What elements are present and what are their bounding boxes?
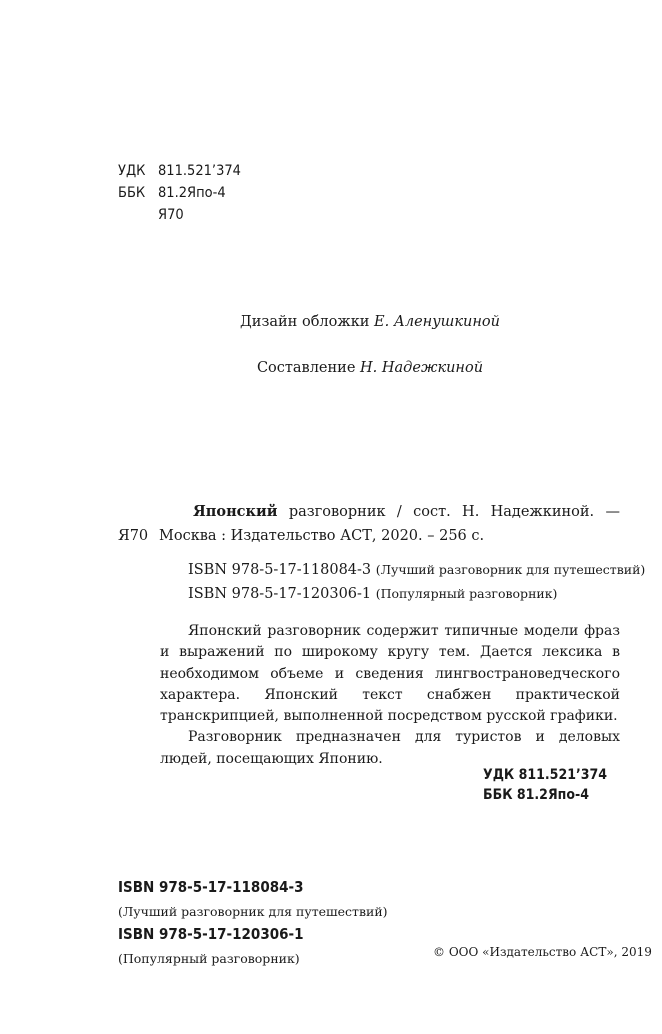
footer-isbn-number: ISBN 978-5-17-118084-3 — [118, 878, 304, 896]
compiler-name: Н. Надежкиной — [360, 360, 484, 376]
cover-designer-name: Е. Аленушкиной — [374, 314, 500, 330]
isbn-list — [188, 558, 645, 606]
record-imprint-line — [118, 524, 620, 548]
bbk-label: ББК — [118, 185, 146, 201]
cover-design-credit — [0, 314, 662, 330]
udk-label: УДК — [118, 163, 146, 179]
cover-design-prefix: Дизайн обложки — [240, 314, 370, 330]
footer-isbn-number: ISBN 978-5-17-120306-1 — [118, 925, 304, 943]
bbk-row — [118, 182, 241, 204]
footer-isbn-list — [118, 876, 388, 970]
bbk-value: 81.2Япо-4 — [158, 185, 226, 201]
isbn-series: (Лучший разговорник для путешествий) — [375, 562, 646, 577]
annotation-paragraph: Разговорник предназначен для туристов и деловых людей, посещающих Японию. — [160, 729, 620, 767]
record-title-bold: Японский — [193, 503, 278, 520]
record-title-line — [118, 500, 620, 524]
udk-value: 811.521’374 — [158, 163, 241, 179]
footer-isbn-series: (Популярный разговорник) — [118, 950, 300, 966]
record-imprint: Москва : Издательство АСТ, 2020. – 256 с. — [159, 528, 485, 544]
isbn-number: ISBN 978-5-17-120306-1 — [188, 586, 372, 602]
annotation — [160, 621, 620, 770]
isbn-series: (Популярный разговорник) — [375, 586, 558, 601]
isbn-number: ISBN 978-5-17-118084-3 — [188, 562, 372, 578]
index-block-right — [483, 765, 607, 805]
copyright-notice: © ООО «Издательство АСТ», 2019 — [433, 945, 652, 959]
record-author-mark: Я70 — [118, 528, 149, 544]
footer-isbn-series: (Лучший разговорник для путешествий) — [118, 903, 388, 919]
isbn-item — [188, 558, 645, 582]
record-title-rest: разговорник / сост. Н. Надежкиной. — — [288, 504, 620, 520]
classification-block — [118, 160, 241, 226]
annotation-paragraph: Японский разговорник содержит типичные модели фраз и выражений по широкому кругу тем. Дается лексика в необходимом объеме и сведения лингвострановедческого характера. Японский текст снабжен практической транскрипцией, выполненной посредством русской графики. — [160, 623, 620, 725]
bibliographic-record — [118, 500, 620, 548]
isbn-item — [188, 582, 645, 606]
udk-row — [118, 160, 241, 182]
compiled-prefix: Составление — [256, 360, 356, 376]
author-mark: Я70 — [158, 207, 184, 223]
bbk-bold: ББК 81.2Япо-4 — [483, 787, 589, 803]
compiler-credit — [0, 360, 662, 376]
author-mark-row — [118, 204, 241, 226]
udk-bold: УДК 811.521’374 — [483, 767, 608, 783]
